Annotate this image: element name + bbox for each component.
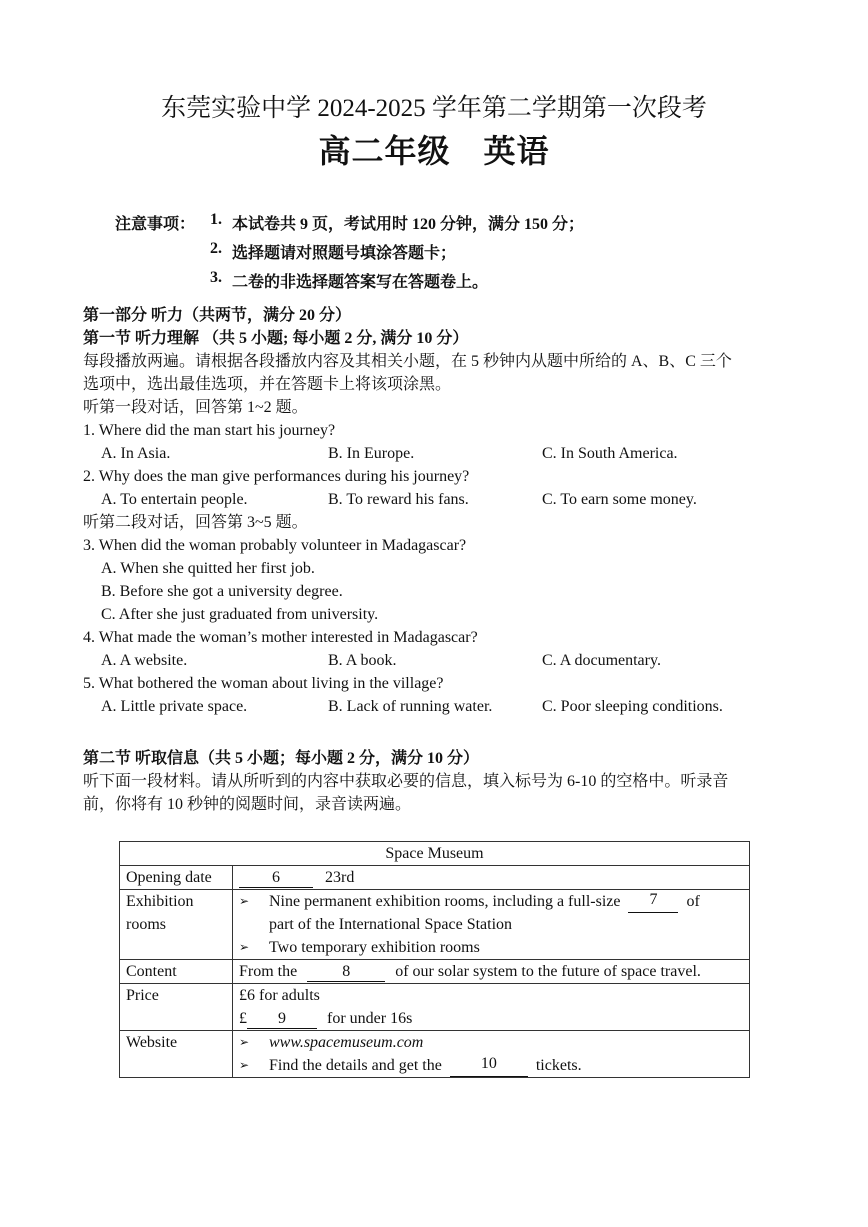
question-stem: 1. Where did the man start his journey?	[83, 422, 336, 439]
option-a: A. In Asia.	[101, 445, 171, 462]
option-c: C. To earn some money.	[542, 491, 697, 508]
notice-num: 1.	[210, 211, 222, 228]
instructions: 听下面一段材料。请从所听到的内容中获取必要的信息，填入标号为 6-10 的空格中。听录音	[83, 773, 729, 790]
option-a: A. When she quitted her first job.	[101, 560, 315, 577]
exam-title: 东莞实验中学 2024-2025 学年第二学期第一次段考	[161, 95, 707, 122]
instructions: 每段播放两遍。请根据各段播放内容及其相关小题，在 5 秒钟内从题中所给的 A、B、C 三个	[83, 353, 732, 370]
option-b: B. Before she got a university degree.	[101, 583, 343, 600]
space-museum-table	[119, 841, 750, 1078]
listening-section-2	[83, 747, 793, 816]
blank-10[interactable]: 10	[450, 1054, 528, 1077]
question-stem: 5. What bothered the woman about living in the village?	[83, 675, 444, 692]
table-title: Space Museum	[120, 842, 750, 866]
question-options	[83, 695, 793, 718]
adult-price: £6 for adults	[239, 987, 320, 1004]
section-title: 第二节 听取信息（共 5 小题；每小题 2 分，满分 10 分）	[83, 750, 480, 767]
exhibition-text-cont: part of the International Space Station	[269, 916, 513, 933]
date-suffix: 23rd	[325, 869, 355, 886]
notice-section	[115, 211, 584, 298]
table-row	[120, 960, 750, 984]
notice-num: 3.	[210, 269, 222, 286]
notice-num: 2.	[210, 240, 222, 257]
question-options	[83, 488, 793, 511]
dialog-header: 听第一段对话，回答第 1~2 题。	[83, 399, 308, 416]
row-label: Exhibition	[126, 893, 194, 910]
blank-9[interactable]: 9	[247, 1009, 317, 1029]
option-c: C. After she just graduated from university.	[101, 606, 379, 623]
table-row	[120, 984, 750, 1031]
instructions: 前，你将有 10 秒钟的阅题时间，录音读两遍。	[83, 796, 412, 813]
row-label-cont: rooms	[126, 916, 166, 933]
option-c: C. Poor sleeping conditions.	[542, 698, 723, 715]
exam-subtitle: 高二年级 英语	[318, 133, 550, 169]
option-a: A. To entertain people.	[101, 491, 248, 508]
row-label: Opening date	[120, 866, 233, 890]
option-b: B. Lack of running water.	[328, 698, 493, 715]
pound-sign: £	[239, 1010, 247, 1027]
row-label: Website	[120, 1031, 233, 1078]
website-url: www.spacemuseum.com	[269, 1034, 424, 1051]
content-post: of our solar system to the future of space travel.	[395, 963, 701, 980]
table-row	[120, 1031, 750, 1078]
table-row	[120, 890, 750, 960]
part-title: 第一部分 听力（共两节，满分 20 分）	[83, 307, 352, 324]
blank-7[interactable]: 7	[628, 890, 678, 913]
question-stem: 3. When did the woman probably volunteer in Madagascar?	[83, 537, 467, 554]
dialog-header: 听第二段对话，回答第 3~5 题。	[83, 514, 308, 531]
exhibition-text: Nine permanent exhibition rooms, including a full-size	[269, 893, 621, 910]
table-row	[120, 866, 750, 890]
option-b: B. To reward his fans.	[328, 491, 469, 508]
listening-section-1	[83, 304, 793, 718]
child-price-text: for under 16s	[327, 1010, 413, 1027]
exhibition-text-of: of	[686, 893, 700, 910]
question-options	[83, 649, 793, 672]
option-a: A. Little private space.	[101, 698, 248, 715]
section-title: 第一节 听力理解 （共 5 小题; 每小题 2 分, 满分 10 分）	[83, 330, 469, 347]
arrow-bullet-icon: ➢	[239, 1058, 250, 1072]
notice-item: 本试卷共 9 页，考试用时 120 分钟，满分 150 分；	[232, 216, 585, 233]
notice-item: 二卷的非选择题答案写在答题卷上。	[232, 274, 489, 291]
question-options	[83, 442, 793, 465]
blank-8[interactable]: 8	[307, 962, 385, 982]
content-pre: From the	[239, 963, 298, 980]
row-label: Price	[120, 984, 233, 1031]
arrow-bullet-icon: ➢	[239, 1035, 250, 1049]
instructions: 选项中，选出最佳选项，并在答题卡上将该项涂黑。	[83, 376, 452, 393]
website-text-post: tickets.	[535, 1057, 582, 1074]
option-c: C. A documentary.	[542, 652, 661, 669]
website-text: Find the details and get the	[269, 1057, 442, 1074]
question-stem: 2. Why does the man give performances during his journey?	[83, 468, 470, 485]
notice-label: 注意事项：	[115, 216, 196, 233]
notice-item: 选择题请对照题号填涂答题卡；	[232, 245, 457, 262]
question-stem: 4. What made the woman’s mother interested in Madagascar?	[83, 629, 478, 646]
blank-6[interactable]: 6	[239, 868, 313, 888]
temporary-rooms-text: Two temporary exhibition rooms	[269, 939, 480, 956]
arrow-bullet-icon: ➢	[239, 894, 250, 908]
option-a: A. A website.	[101, 652, 188, 669]
option-c: C. In South America.	[542, 445, 678, 462]
arrow-bullet-icon: ➢	[239, 940, 250, 954]
option-b: B. In Europe.	[328, 445, 415, 462]
row-label: Content	[120, 960, 233, 984]
option-b: B. A book.	[328, 652, 397, 669]
